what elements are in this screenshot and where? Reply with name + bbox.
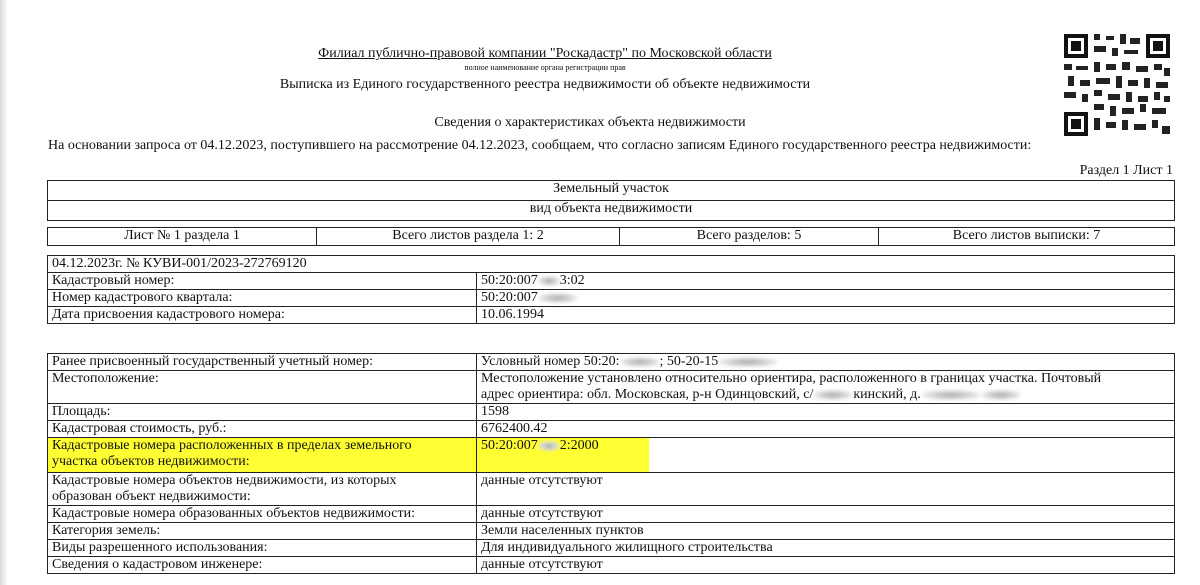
- details-table: [47, 353, 1175, 574]
- row-label: Дата присвоения кадастрового номера:: [48, 307, 477, 324]
- table-row: [48, 506, 1175, 523]
- formed-value: данные отсутствуют: [477, 506, 1175, 523]
- table-row: [48, 540, 1175, 557]
- engineer-value: данные отсутствуют: [477, 557, 1175, 574]
- qr-code-icon: [1060, 30, 1174, 140]
- sheets-table: [47, 227, 1175, 246]
- org-caption: полное наименование органа регистрации прав: [464, 63, 626, 72]
- sheets-in-section: Всего листов раздела 1: 2: [317, 228, 620, 246]
- table-row: [48, 473, 1175, 506]
- redaction: [538, 276, 560, 286]
- redaction: [813, 390, 853, 400]
- table-row: [48, 438, 1175, 473]
- object-type-caption: вид объекта недвижимости: [48, 201, 1175, 221]
- sheet-number: Лист № 1 раздела 1: [48, 228, 317, 246]
- row-value: 50:20:007 3:02: [477, 273, 1175, 290]
- use-label: Виды разрешенного использования:: [48, 540, 477, 557]
- section-label: Раздел 1 Лист 1: [1079, 163, 1173, 178]
- redaction: [620, 357, 660, 367]
- row-value: 50:20:007: [477, 290, 1175, 307]
- category-value: Земли населенных пунктов: [477, 523, 1175, 540]
- table-row: [48, 354, 1175, 371]
- redaction: [981, 390, 1021, 400]
- within-objects-label: Кадастровые номера расположенных в пределах земельного участка объектов недвижимости:: [48, 438, 477, 473]
- prev-number-label: Ранее присвоенный государственный учетный номер:: [48, 354, 477, 371]
- object-type: Земельный участок: [48, 181, 1175, 201]
- table-row: [48, 307, 1175, 324]
- use-value: Для индивидуального жилищного строительства: [477, 540, 1175, 557]
- location-label: Местоположение:: [48, 371, 477, 404]
- table-row: [48, 371, 1175, 404]
- redaction: [718, 357, 778, 367]
- table-row: [48, 273, 1175, 290]
- table-row: [48, 421, 1175, 438]
- within-objects-value: 50:20:007 2:2000: [477, 438, 1175, 473]
- area-label: Площадь:: [48, 404, 477, 421]
- table-row: [48, 290, 1175, 307]
- engineer-label: Сведения о кадастровом инженере:: [48, 557, 477, 574]
- table-row: [48, 523, 1175, 540]
- cost-value: 6762400.42: [477, 421, 1175, 438]
- row-label: Номер кадастрового квартала:: [48, 290, 477, 307]
- basis-text: На основании запроса от 04.12.2023, поступившего на рассмотрение 04.12.2023, сообщаем, что согласно записям Единого государственного реестра недвижимости:: [48, 138, 1032, 153]
- location-value: Местоположение установлено относительно ориентира, расположенного в границах участка. Почтовый адрес ориентира: обл. Московская, р-н Одинцовский, с/ кинский, д.: [477, 371, 1175, 404]
- table-row: [48, 557, 1175, 574]
- sections-total: Всего разделов: 5: [620, 228, 879, 246]
- cost-label: Кадастровая стоимость, руб.:: [48, 421, 477, 438]
- object-type-table: [47, 180, 1175, 221]
- org-name: Филиал публично-правовой компании "Роскадастр" по Московской области: [318, 46, 772, 61]
- table-row: [48, 404, 1175, 421]
- category-label: Категория земель:: [48, 523, 477, 540]
- page-edge-shadow: [0, 0, 8, 585]
- doc-line: 04.12.2023г. № КУВИ-001/2023-272769120: [48, 256, 1175, 273]
- info-title: Сведения о характеристиках объекта недвижимости: [434, 115, 746, 130]
- cadastral-table: [47, 255, 1175, 324]
- area-value: 1598: [477, 404, 1175, 421]
- redaction: [538, 441, 560, 451]
- formed-label: Кадастровые номера образованных объектов недвижимости:: [48, 506, 477, 523]
- formed-from-value: данные отсутствуют: [477, 473, 1175, 506]
- row-value: 10.06.1994: [477, 307, 1175, 324]
- redaction: [921, 390, 981, 400]
- row-label: Кадастровый номер:: [48, 273, 477, 290]
- formed-from-label: Кадастровые номера объектов недвижимости, из которых образован объект недвижимости:: [48, 473, 477, 506]
- prev-number-value: Условный номер 50:20: ; 50-20-15: [477, 354, 1175, 371]
- redaction: [538, 293, 578, 303]
- sheets-total: Всего листов выписки: 7: [879, 228, 1175, 246]
- extract-title: Выписка из Единого государственного реестра недвижимости об объекте недвижимости: [279, 77, 811, 92]
